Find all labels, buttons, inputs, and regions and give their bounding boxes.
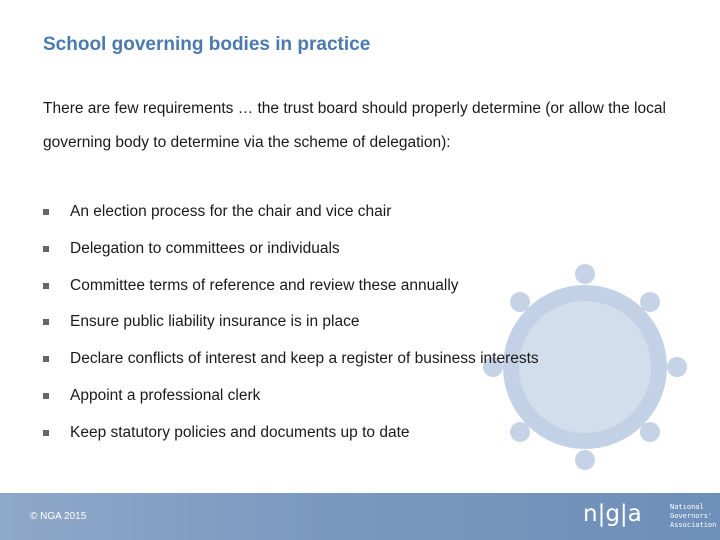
logo-wordmark <box>670 503 716 530</box>
logo-line-governors: Governors' <box>670 512 713 520</box>
square-bullet-icon <box>43 319 49 325</box>
list-item-text: Keep statutory policies and documents up to date <box>70 423 410 441</box>
list-item <box>43 310 663 347</box>
square-bullet-icon <box>43 209 49 215</box>
logo-letters: n|g|a <box>583 501 642 527</box>
logo-line-national: National <box>670 503 704 511</box>
list-item <box>43 200 663 237</box>
list-item <box>43 347 663 384</box>
copyright-text: © NGA 2015 <box>30 511 87 522</box>
square-bullet-icon <box>43 430 49 436</box>
list-item <box>43 421 663 458</box>
square-bullet-icon <box>43 283 49 289</box>
nga-logo <box>580 498 720 536</box>
bullet-list <box>43 200 663 458</box>
intro-text: There are few requirements … the trust board should properly determine (or allow the local governing body to determine via the scheme of delegation): <box>43 100 666 151</box>
list-item <box>43 274 663 311</box>
square-bullet-icon <box>43 246 49 252</box>
footer-bar <box>0 493 720 540</box>
list-item-text: Declare conflicts of interest and keep a register of business interests <box>70 350 539 368</box>
logo-line-association: Association <box>670 521 717 529</box>
list-item-text: Delegation to committees or individuals <box>70 239 340 257</box>
list-item-text: Ensure public liability insurance is in place <box>70 313 360 331</box>
square-bullet-icon <box>43 393 49 399</box>
slide-title: School governing bodies in practice <box>43 34 371 55</box>
list-item-text: Committee terms of reference and review these annually <box>70 276 459 294</box>
list-item <box>43 237 663 274</box>
list-item <box>43 384 663 421</box>
list-item-text: An election process for the chair and vice chair <box>70 203 392 220</box>
square-bullet-icon <box>43 356 49 362</box>
list-item-text: Appoint a professional clerk <box>70 386 261 404</box>
